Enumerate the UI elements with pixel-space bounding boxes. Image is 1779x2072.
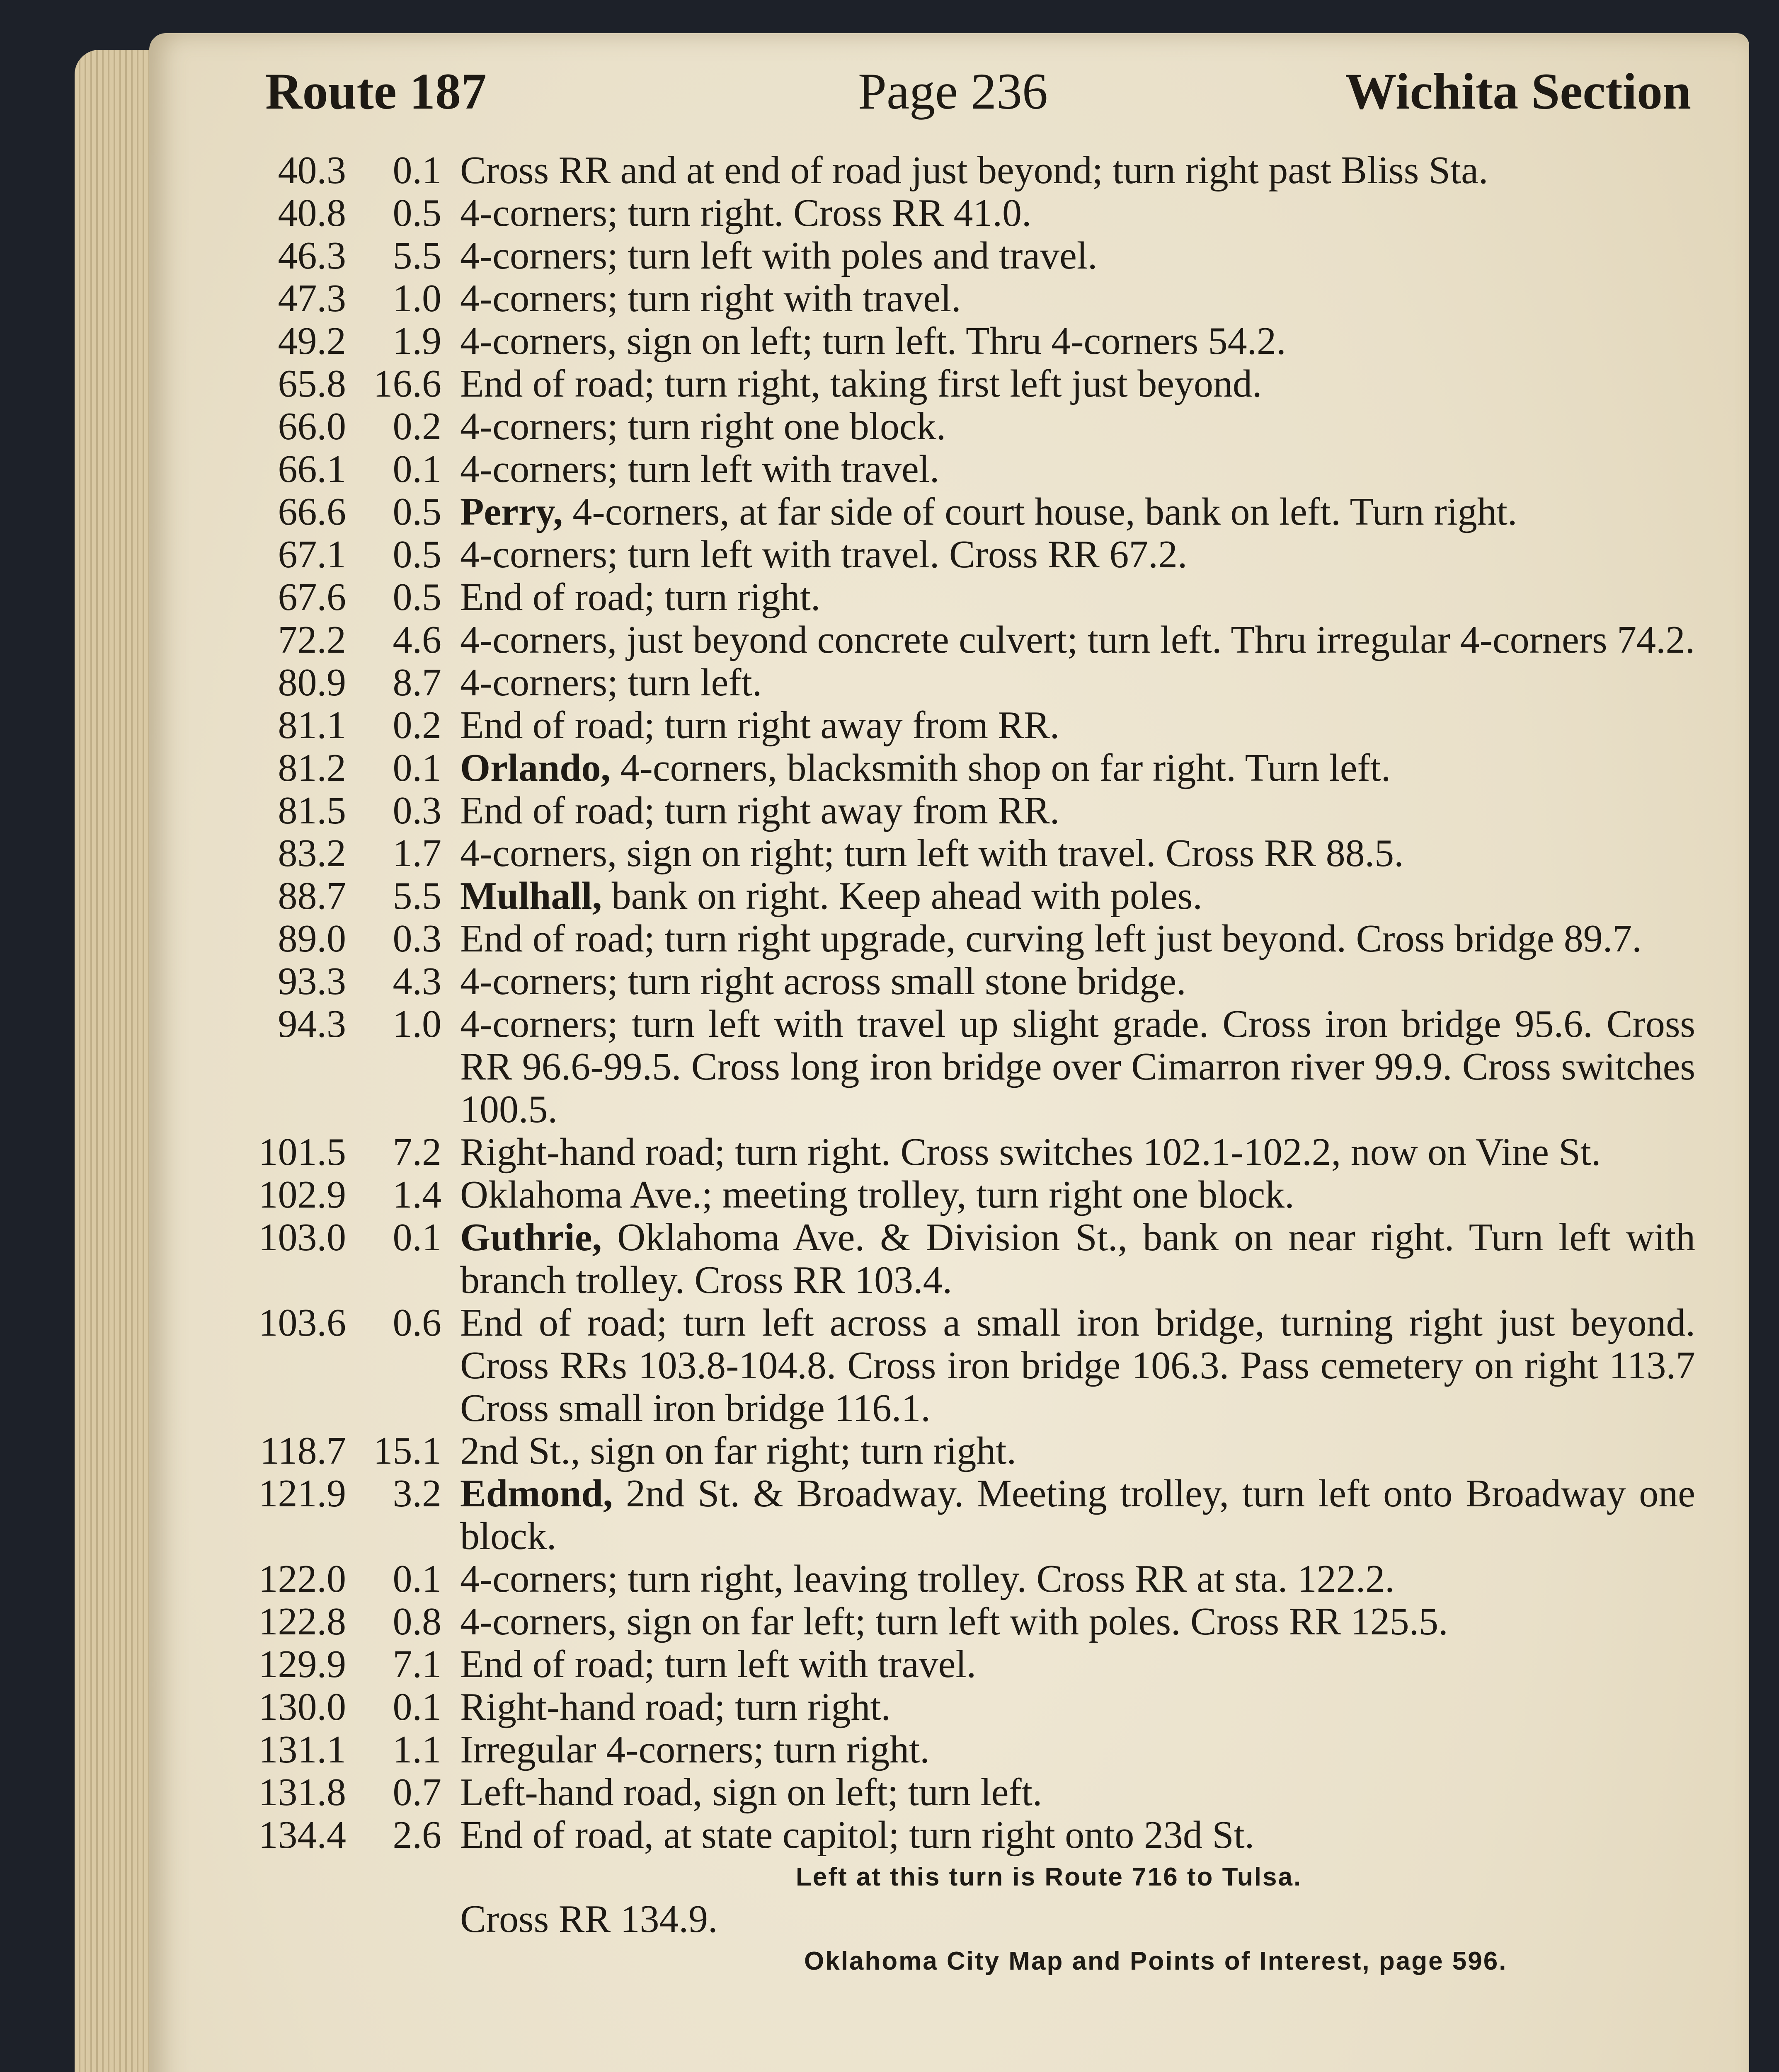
route-entry <box>245 1600 1695 1643</box>
total-mileage: 65.8 <box>278 362 346 405</box>
route-entry <box>245 405 1695 448</box>
direction-detail: End of road; turn left across a small iron bridge, turning right just beyond. Cross RRs 103.8-104.8. Cross iron bridge 106.3. Pass cemetery on right 113.7 Cross small iron bridge 116.1. <box>460 1301 1695 1430</box>
intermediate-mileage: 0.5 <box>393 576 441 619</box>
total-mileage: 131.8 <box>258 1771 346 1814</box>
direction-text <box>441 448 1695 491</box>
direction-detail: Cross RR and at end of road just beyond; turn right past Bliss Sta. <box>460 149 1488 192</box>
direction-text <box>441 704 1695 747</box>
total-mileage: 89.0 <box>278 917 346 960</box>
direction-text <box>441 277 1695 320</box>
direction-text <box>441 1728 1695 1771</box>
direction-detail: 4-corners, blacksmith shop on far right. Turn left. <box>611 746 1391 789</box>
place-name: Edmond, <box>460 1472 613 1515</box>
route-entry <box>245 1472 1695 1558</box>
direction-text <box>441 1472 1695 1558</box>
total-mileage: 103.6 <box>258 1301 346 1344</box>
direction-text <box>441 960 1695 1003</box>
total-mileage: 122.0 <box>258 1557 346 1600</box>
direction-detail: End of road; turn right away from RR. <box>460 789 1060 832</box>
direction-detail: 4-corners; turn left with poles and travel. <box>460 234 1098 277</box>
route-entry <box>245 320 1695 363</box>
section-name: Wichita Section <box>1345 63 1691 120</box>
intermediate-mileage: 4.6 <box>393 618 441 661</box>
intermediate-mileage: 0.8 <box>393 1600 441 1643</box>
direction-detail: Right-hand road; turn right. <box>460 1685 891 1728</box>
route-entry <box>245 1302 1695 1430</box>
intermediate-mileage: 0.7 <box>393 1771 441 1814</box>
route-entry <box>245 832 1695 875</box>
direction-text <box>441 363 1695 405</box>
direction-text <box>441 1600 1695 1643</box>
page-number: Page 236 <box>858 63 1048 120</box>
total-mileage: 81.5 <box>278 789 346 832</box>
direction-text <box>441 661 1695 704</box>
direction-detail: 4-corners; turn right. Cross RR 41.0. <box>460 191 1032 235</box>
direction-text <box>441 1003 1695 1131</box>
direction-detail: Left-hand road, sign on left; turn left. <box>460 1771 1042 1814</box>
total-mileage: 131.1 <box>258 1728 346 1771</box>
intermediate-mileage: 5.5 <box>393 874 441 917</box>
intermediate-mileage: 1.0 <box>393 1002 441 1046</box>
direction-detail: 4-corners, sign on left; turn left. Thru 4-corners 54.2. <box>460 320 1286 363</box>
total-mileage: 80.9 <box>278 661 346 704</box>
direction-detail: End of road; turn right away from RR. <box>460 704 1060 747</box>
place-name: Mulhall, <box>460 874 602 917</box>
place-name: Guthrie, <box>460 1216 602 1259</box>
direction-detail: End of road; turn right, taking first left just beyond. <box>460 362 1262 405</box>
total-mileage: 81.1 <box>278 704 346 747</box>
direction-text <box>441 1131 1695 1174</box>
intermediate-mileage: 1.7 <box>393 832 441 875</box>
intermediate-mileage: 7.2 <box>393 1130 441 1174</box>
direction-detail: 4-corners; turn right, leaving trolley. Cross RR at sta. 122.2. <box>460 1557 1395 1600</box>
route-entry <box>245 277 1695 320</box>
total-mileage: 67.1 <box>278 533 346 576</box>
total-mileage: 66.1 <box>278 448 346 491</box>
intermediate-mileage: 0.2 <box>393 704 441 747</box>
intermediate-mileage: 0.1 <box>393 149 441 192</box>
total-mileage: 66.6 <box>278 490 346 533</box>
route-entry <box>245 235 1695 277</box>
direction-text <box>441 917 1695 960</box>
direction-text <box>441 832 1695 875</box>
intermediate-mileage: 7.1 <box>393 1643 441 1686</box>
place-name: Perry, <box>460 490 563 533</box>
route-entry <box>245 1558 1695 1600</box>
total-mileage: 47.3 <box>278 277 346 320</box>
total-mileage: 130.0 <box>258 1685 346 1728</box>
total-mileage: 103.0 <box>258 1216 346 1259</box>
direction-detail: 4-corners; turn right across small stone bridge. <box>460 960 1186 1003</box>
total-mileage: 81.2 <box>278 746 346 789</box>
intermediate-mileage: 0.6 <box>393 1301 441 1344</box>
route-entry <box>245 149 1695 192</box>
route-entry <box>245 1174 1695 1216</box>
route-entry <box>245 1131 1695 1174</box>
route-entry <box>245 619 1695 661</box>
intermediate-mileage: 0.1 <box>393 746 441 789</box>
total-mileage: 121.9 <box>258 1472 346 1515</box>
total-mileage: 102.9 <box>258 1173 346 1216</box>
intermediate-mileage: 1.1 <box>393 1728 441 1771</box>
intermediate-mileage: 0.1 <box>393 1216 441 1259</box>
route-entry <box>245 363 1695 405</box>
route-entry <box>245 1686 1695 1728</box>
intermediate-mileage: 3.2 <box>393 1472 441 1515</box>
route-entry <box>245 1728 1695 1771</box>
direction-detail: 2nd St., sign on far right; turn right. <box>460 1429 1017 1472</box>
total-mileage: 118.7 <box>259 1429 346 1472</box>
direction-text <box>441 1558 1695 1600</box>
intermediate-mileage: 4.3 <box>393 960 441 1003</box>
direction-detail: End of road; turn left with travel. <box>460 1643 977 1686</box>
total-mileage: 134.4 <box>258 1813 346 1857</box>
intermediate-mileage: 0.3 <box>393 789 441 832</box>
route-entry <box>245 1430 1695 1472</box>
direction-detail: End of road; turn right. <box>460 576 821 619</box>
direction-text <box>441 1771 1695 1814</box>
direction-detail: 4-corners, sign on right; turn left with travel. Cross RR 88.5. <box>460 832 1404 875</box>
route-entry <box>245 533 1695 576</box>
direction-detail: End of road, at state capitol; turn right onto 23d St. <box>460 1813 1255 1857</box>
route-entry <box>245 875 1695 917</box>
route-entry <box>245 960 1695 1003</box>
direction-text <box>441 491 1695 533</box>
total-mileage: 72.2 <box>278 618 346 661</box>
intermediate-mileage: 15.1 <box>373 1429 441 1472</box>
total-mileage: 40.3 <box>278 149 346 192</box>
continuation-text: Cross RR 134.9. <box>460 1898 718 1941</box>
direction-text <box>441 149 1695 192</box>
direction-detail: 4-corners, at far side of court house, bank on left. Turn right. <box>562 490 1517 533</box>
direction-detail: 4-corners; turn right one block. <box>460 405 946 448</box>
direction-text <box>441 533 1695 576</box>
direction-text <box>441 320 1695 363</box>
total-mileage: 66.0 <box>278 405 346 448</box>
total-mileage: 49.2 <box>278 320 346 363</box>
direction-text <box>441 619 1695 661</box>
total-mileage: 94.3 <box>278 1002 346 1046</box>
intermediate-mileage: 0.1 <box>393 1685 441 1728</box>
intermediate-mileage: 1.4 <box>393 1173 441 1216</box>
route-entry <box>245 704 1695 747</box>
direction-detail: End of road; turn right upgrade, curving left just beyond. Cross bridge 89.7. <box>460 917 1642 960</box>
route-entry <box>245 1003 1695 1131</box>
place-name: Orlando, <box>460 746 611 789</box>
intermediate-mileage: 0.5 <box>393 533 441 576</box>
intermediate-mileage: 2.6 <box>393 1813 441 1857</box>
intermediate-mileage: 0.1 <box>393 1557 441 1600</box>
direction-text <box>441 1686 1695 1728</box>
route-entry <box>245 576 1695 619</box>
total-mileage: 67.6 <box>278 576 346 619</box>
total-mileage: 122.8 <box>258 1600 346 1643</box>
route-entry <box>245 661 1695 704</box>
total-mileage: 46.3 <box>278 234 346 277</box>
intermediate-mileage: 0.1 <box>393 448 441 491</box>
direction-text <box>441 1814 1695 1857</box>
direction-text <box>441 235 1695 277</box>
direction-detail: 4-corners; turn left with travel. Cross RR 67.2. <box>460 533 1188 576</box>
route-number: Route 187 <box>265 63 487 120</box>
route-directions <box>245 149 1695 1982</box>
intermediate-mileage: 16.6 <box>373 362 441 405</box>
total-mileage: 83.2 <box>278 832 346 875</box>
intermediate-mileage: 1.0 <box>393 277 441 320</box>
intermediate-mileage: 0.2 <box>393 405 441 448</box>
direction-detail: 4-corners; turn left with travel up slight grade. Cross iron bridge 95.6. Cross RR 96.6-99.5. Cross long iron bridge over Cimarron river 99.9. Cross switches 100.5. <box>460 1002 1695 1131</box>
route-entry <box>245 1771 1695 1814</box>
total-mileage: 101.5 <box>258 1130 346 1174</box>
direction-text <box>441 192 1695 235</box>
intermediate-mileage: 5.5 <box>393 234 441 277</box>
page-header <box>257 62 1691 128</box>
intermediate-mileage: 1.9 <box>393 320 441 363</box>
intermediate-mileage: 0.5 <box>393 490 441 533</box>
route-entry <box>245 1643 1695 1686</box>
direction-detail: Oklahoma Ave.; meeting trolley, turn right one block. <box>460 1173 1294 1216</box>
route-entry <box>245 747 1695 789</box>
direction-detail: 2nd St. & Broadway. Meeting trolley, turn left onto Broadway one block. <box>460 1472 1695 1558</box>
route-entry <box>245 917 1695 960</box>
map-note: Oklahoma City Map and Points of Interest, page 596. <box>804 1947 1508 1975</box>
direction-text <box>441 789 1695 832</box>
direction-text <box>441 747 1695 789</box>
total-mileage: 88.7 <box>278 874 346 917</box>
direction-detail: 4-corners; turn left with travel. <box>460 448 940 491</box>
direction-detail: Right-hand road; turn right. Cross switches 102.1-102.2, now on Vine St. <box>460 1130 1601 1174</box>
route-entry <box>245 448 1695 491</box>
intermediate-mileage: 0.5 <box>393 191 441 235</box>
direction-detail: bank on right. Keep ahead with poles. <box>602 874 1202 917</box>
route-note: Left at this turn is Route 716 to Tulsa. <box>796 1863 1302 1891</box>
direction-detail: 4-corners; turn right with travel. <box>460 277 961 320</box>
direction-text <box>441 1643 1695 1686</box>
direction-detail: Irregular 4-corners; turn right. <box>460 1728 930 1771</box>
direction-detail: Oklahoma Ave. & Division St., bank on near right. Turn left with branch trolley. Cross RR 103.4. <box>460 1216 1695 1302</box>
route-entry <box>245 789 1695 832</box>
total-mileage: 93.3 <box>278 960 346 1003</box>
route-entry <box>245 192 1695 235</box>
direction-text <box>441 1174 1695 1216</box>
direction-detail: 4-corners; turn left. <box>460 661 762 704</box>
direction-text <box>441 1430 1695 1472</box>
direction-text <box>441 1216 1695 1302</box>
route-entry <box>245 491 1695 533</box>
direction-detail: 4-corners, just beyond concrete culvert; turn left. Thru irregular 4-corners 74.2. <box>460 618 1695 661</box>
direction-text <box>441 405 1695 448</box>
route-entry <box>245 1216 1695 1302</box>
intermediate-mileage: 8.7 <box>393 661 441 704</box>
direction-text <box>441 1302 1695 1430</box>
direction-text <box>441 875 1695 917</box>
route-entry <box>245 1814 1695 1857</box>
direction-text <box>441 576 1695 619</box>
total-mileage: 40.8 <box>278 191 346 235</box>
total-mileage: 129.9 <box>258 1643 346 1686</box>
direction-detail: 4-corners, sign on far left; turn left with poles. Cross RR 125.5. <box>460 1600 1448 1643</box>
intermediate-mileage: 0.3 <box>393 917 441 960</box>
